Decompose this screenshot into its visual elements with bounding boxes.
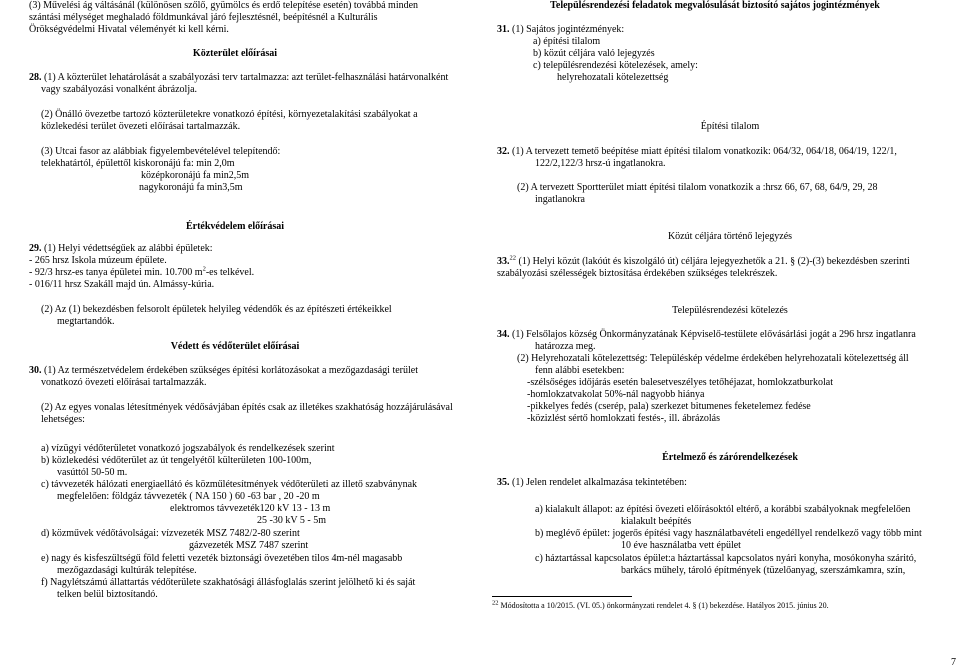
heading-ertelmezo: Értelmező és zárórendelkezések	[662, 452, 798, 463]
para-31-c-line-2: helyrehozatali kötelezettség	[557, 72, 669, 83]
footnote-separator	[492, 596, 632, 597]
para-34-item-3: -pikkelyes fedés (cserép, pala) szerkezet bitumenes feketelemez fedése	[527, 401, 811, 412]
item-d-line-2: gázvezeték MSZ 7487 szerint	[189, 540, 309, 551]
para-29-line-1	[29, 243, 213, 255]
intro-line-3: Örökségvédelmi Hivatal véleményét ki kell kérni.	[29, 24, 229, 35]
para-29-2-line-1: (2) Az (1) bekezdésben felsorolt épületek helyileg védendők és az építészeti értékeikkel	[41, 304, 392, 315]
item-d-line-1: d) közművek védőtávolságai: vízvezeték MSZ 7482/2-80 szerint	[41, 528, 300, 539]
para-30-number: 30.	[29, 365, 42, 376]
heading-kozut-lejegyzes: Közút céljára történő lejegyzés	[667, 231, 793, 242]
para-29-text: (1) Helyi védettségűek az alábbi épületek:	[41, 243, 213, 254]
footnote-number: 22	[492, 599, 499, 607]
item-b-line-2: vasúttól 50-50 m.	[57, 467, 128, 478]
para-35-c-line-2: barkács műhely, tároló építmények (tüzelőanyag, szerszámkamra, szín,	[621, 565, 906, 576]
para-28-3-line-1: (3) Utcai fasor az alábbiak figyelembevételével telepítendő:	[41, 146, 281, 157]
para-30-line-2: vonatkozó övezeti előírásai tartalmazzák.	[41, 377, 207, 388]
item-f-line-1: f) Nagylétszámú állattartás védőterülete szakhatósági állásfoglalás szerint jelölhető ki és saját	[41, 577, 416, 588]
para-29-2-line-2: megtartandók.	[57, 316, 115, 327]
para-32-2-line-2: ingatlanokra	[535, 194, 585, 205]
item-e-line-2: mezőgazdasági kultúrák telepítése.	[57, 565, 197, 576]
para-32-line-2: 122/2,122/3 hrsz-ú ingatlanokra.	[535, 158, 666, 169]
para-30-text: (1) Az természetvédelem érdekében szükséges építési korlátozásokat a mezőgazdasági terület	[41, 365, 418, 376]
heading-epitesi-tilalom: Építési tilalom	[700, 121, 760, 132]
para-32-text: (1) A tervezett temető beépítése miatt építési tilalom vonatkozik: 064/32, 064/18, 064/19, 122/1,	[509, 146, 897, 157]
intro-line-1: (3) Művelési ág váltásánál (különösen szőlő, gyümölcs és erdő telepítése esetén) továbbá minden	[29, 0, 419, 11]
heading-vedett: Védett és védőterület előírásai	[170, 341, 300, 352]
para-34-item-4: -közizlést sértő homlokzati festés-, ill. ábrázolás	[527, 413, 720, 424]
para-33-line-2: szabályozási szélességek biztosítása érdekében szükséges telekrészek.	[497, 268, 778, 279]
para-28-2-line-2: közlekedési terület övezeti előírásai tartalmazzák.	[41, 121, 241, 132]
para-35-b-line-1: b) meglévő épület: jogerős építési vagy használatbavételi engedéllyel rendelkező vagy több mint	[535, 528, 922, 539]
para-31-b: b) közút céljára való lejegyzés	[533, 48, 655, 59]
page-number: 7	[951, 657, 956, 668]
item-c-line-2: megfelelően: földgáz távvezeték ( NA 150 ) 60 -63 bar , 20 -20 m	[57, 491, 320, 502]
item-e-line-1: e) nagy és kisfeszültségű föld feletti vezeték biztonsági övezetében tilos 4m-nél magasabb	[41, 553, 403, 564]
para-29-number: 29.	[29, 243, 42, 254]
para-28-number: 28.	[29, 72, 42, 83]
para-35-text: (1) Jelen rendelet alkalmazása tekintetében:	[509, 477, 687, 488]
para-35-a-line-2: kialakult beépítés	[621, 516, 692, 527]
para-28-2-line-1: (2) Önálló övezetbe tartozó közterületekre vonatkozó építési, környezetalakítási szabályokat a	[41, 109, 418, 120]
item-a: a) vízügyi védőterületet vonatkozó jogszabályok és rendelkezések szerint	[41, 443, 335, 454]
para-29-item-1: - 265 hrsz Iskola múzeum épülete.	[29, 255, 167, 266]
para-34-line-2: határozza meg.	[535, 341, 596, 352]
para-35-b-line-2: 10 éve használatba vett épület	[621, 540, 741, 551]
para-29-item-2-sup: 2	[202, 265, 206, 273]
para-33-text: (1) Helyi közút (lakóút és kiszolgáló út) céljára lejegyezhetők a 21. § (2)-(3) bekezdésben szerinti	[516, 256, 910, 267]
para-32-2-line-1: (2) A tervezett Sportterület miatt építési tilalom vonatkozik a :hrsz 66, 67, 68, 64/9, 29, 28	[517, 182, 878, 193]
para-31-c-line-1: c) településrendezési kötelezések, amely:	[533, 60, 698, 71]
para-35-number: 35.	[497, 477, 510, 488]
para-29-item-2	[29, 267, 254, 279]
para-34-2-line-2: fenn alábbi esetekben:	[535, 365, 625, 376]
para-29-item-2-tail: -es telkével.	[205, 267, 255, 278]
item-b-line-1: b) közlekedési védőterület az út tengelyétől külterületen 100-100m,	[41, 455, 312, 466]
para-30-line-1	[29, 365, 418, 377]
para-34-line-1	[497, 329, 916, 341]
para-33-number: 33.	[497, 256, 510, 267]
para-33-line-1	[497, 256, 910, 268]
para-28-3-line-3: középkoronájú fa min2,5m	[141, 170, 250, 181]
para-28-line-2: vagy szabályozási vonalként ábrázolja.	[41, 84, 198, 95]
para-32-number: 32.	[497, 146, 510, 157]
heading-ertekvedelem: Értékvédelem előírásai	[185, 221, 285, 232]
para-31-text: (1) Sajátos jogintézmények:	[509, 24, 625, 35]
para-29-item-2-text: - 92/3 hrsz-es tanya épületei min. 10.700 m	[29, 267, 203, 278]
para-35-c-line-1: c) háztartással kapcsolatos épület:a háztartással kapcsolatos nyári konyha, mosókonyha száritó,	[535, 553, 917, 564]
item-f-line-2: telken belül biztosítandó.	[57, 589, 158, 600]
para-33-footnote-ref: 22	[509, 254, 516, 262]
heading-kozterulet: Közterület előírásai	[192, 48, 278, 59]
para-30-2-line-2: lehetséges:	[41, 414, 85, 425]
para-34-2-line-1: (2) Helyrehozatali kötelezettség: Településkép védelme érdekében helyrehozatali kötelezettség áll	[517, 353, 909, 364]
heading-kotelezes: Településrendezési kötelezés	[672, 305, 788, 316]
para-29-item-3: - 016/11 hrsz Szakáll majd ún. Almássy-kúria.	[29, 279, 215, 290]
para-28-3-line-4: nagykoronájú fa min3,5m	[139, 182, 243, 193]
item-c-line-1: c) távvezeték hálózati energiaellátó és közműlétesítmények védőterületi az illető szabványnak	[41, 479, 418, 490]
para-34-text: (1) Felsőlajos község Önkormányzatának Képviselő-testülete elővásárlási jogát a 296 hrsz ingatlanra	[509, 329, 916, 340]
para-31-a: a) építési tilalom	[533, 36, 601, 47]
para-31-number: 31.	[497, 24, 510, 35]
para-32-line-1	[497, 146, 897, 158]
para-30-2-line-1: (2) Az egyes vonalas létesítmények védősávjában építés csak az illetékes szakhatóság hozzájárulásával	[41, 402, 453, 413]
intro-line-2: szántási mélységet meghaladó földmunkával járó fejlesztésnél, beépítésnél a Kulturális	[29, 12, 378, 23]
para-35-line-1	[497, 477, 687, 489]
footnote-text: Módosította a 10/2015. (VI. 05.) önkormányzati rendelet 4. § (1) bekezdése. Hatályos 2015. június 20.	[498, 601, 829, 610]
footnote	[492, 601, 829, 611]
para-34-item-1: -szélsőséges időjárás esetén balesetveszélyes tetőhéjazat, homlokzatburkolat	[527, 377, 833, 388]
para-35-a-line-1: a) kialakult állapot: az építési övezeti előírásoktól eltérő, a korábbi szabályoknak megfelelően	[535, 504, 911, 515]
heading-telepulesrendezesi: Településrendezési feladatok megvalósulását biztosító sajátos jogintézmények	[550, 0, 880, 11]
para-28-text: (1) A közterület lehatárolását a szabályozási terv tartalmazza: azt terület-felhasználási határvonalként	[41, 72, 449, 83]
para-34-number: 34.	[497, 329, 510, 340]
para-31-line-1	[497, 24, 624, 36]
item-c-line-3: elektromos távvezeték120 kV 13 - 13 m	[170, 503, 331, 514]
item-c-line-4: 25 -30 kV 5 - 5m	[257, 515, 326, 526]
para-34-item-2: -homlokzatvakolat 50%-nál nagyobb hiánya	[527, 389, 705, 400]
para-28-line-1	[29, 72, 448, 84]
para-28-3-line-2: telekhatártól, épülettől kiskoronájú fa: min 2,0m	[41, 158, 235, 169]
